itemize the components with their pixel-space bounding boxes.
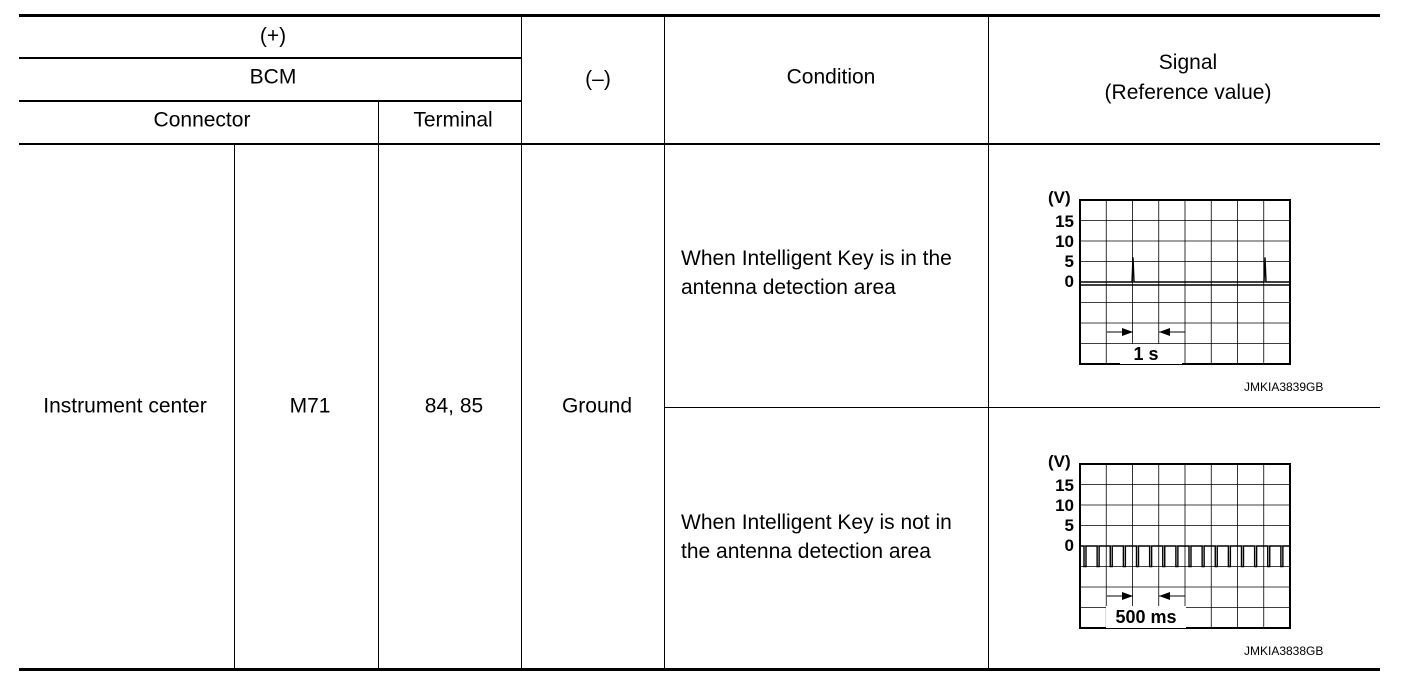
cell-connector: M71 [289,394,331,418]
condition-not-in-area [681,508,952,566]
header-signal-subtitle: (Reference value) [1104,81,1272,104]
col-divider-connector [378,101,379,669]
wave2-unit-label: (V) [1048,452,1071,471]
cell-terminals: 84, 85 [424,394,484,418]
condition-in-area-line1: When Intelligent Key is in the [681,247,952,270]
col-divider-terminal [521,15,522,669]
col-divider-condition [988,15,989,669]
condition-in-area-line2: antenna detection area [681,276,896,299]
wave1-figure-code: JMKIA3839GB [1244,380,1324,394]
table-bottom-rule [19,668,1380,671]
wave2-tick-15: 15 [1055,476,1074,495]
header-condition: Condition [786,65,876,89]
wave1-tick-10: 10 [1055,232,1074,251]
wave2-tick-0: 0 [1064,536,1074,555]
cell-ground: Ground [561,394,633,418]
header-module: BCM [249,65,297,89]
table-top-rule [19,14,1380,17]
header-plus: (+) [259,24,287,48]
waveform-not-in-area [1040,448,1310,638]
rule-under-plus [19,57,522,59]
header-connector: Connector [153,108,251,132]
waveform-in-area [1040,184,1310,374]
cell-location: Instrument center [43,394,207,418]
wave1-tick-15: 15 [1055,212,1074,231]
wave1-tick-5: 5 [1064,252,1074,271]
header-signal [1105,48,1272,108]
col-divider-location [234,144,235,669]
rule-under-bcm [19,100,522,102]
wave2-figure-code: JMKIA3838GB [1244,644,1324,658]
condition-row-divider [665,407,1380,408]
header-terminal: Terminal [413,108,493,132]
wave2-time-division: 500 ms [1115,607,1177,627]
condition-not-in-area-line2: the antenna detection area [681,540,931,563]
col-divider-minus [664,15,665,669]
wave1-unit-label: (V) [1048,188,1071,207]
header-minus: (–) [585,67,611,91]
wave1-time-division: 1 s [1133,344,1159,364]
header-signal-title: Signal [1158,51,1218,74]
wave1-tick-0: 0 [1064,272,1074,291]
wave2-tick-10: 10 [1055,496,1074,515]
condition-not-in-area-line1: When Intelligent Key is not in [681,511,952,534]
wave2-tick-5: 5 [1064,516,1074,535]
condition-in-area [681,244,952,302]
header-bottom-rule [19,143,1380,145]
